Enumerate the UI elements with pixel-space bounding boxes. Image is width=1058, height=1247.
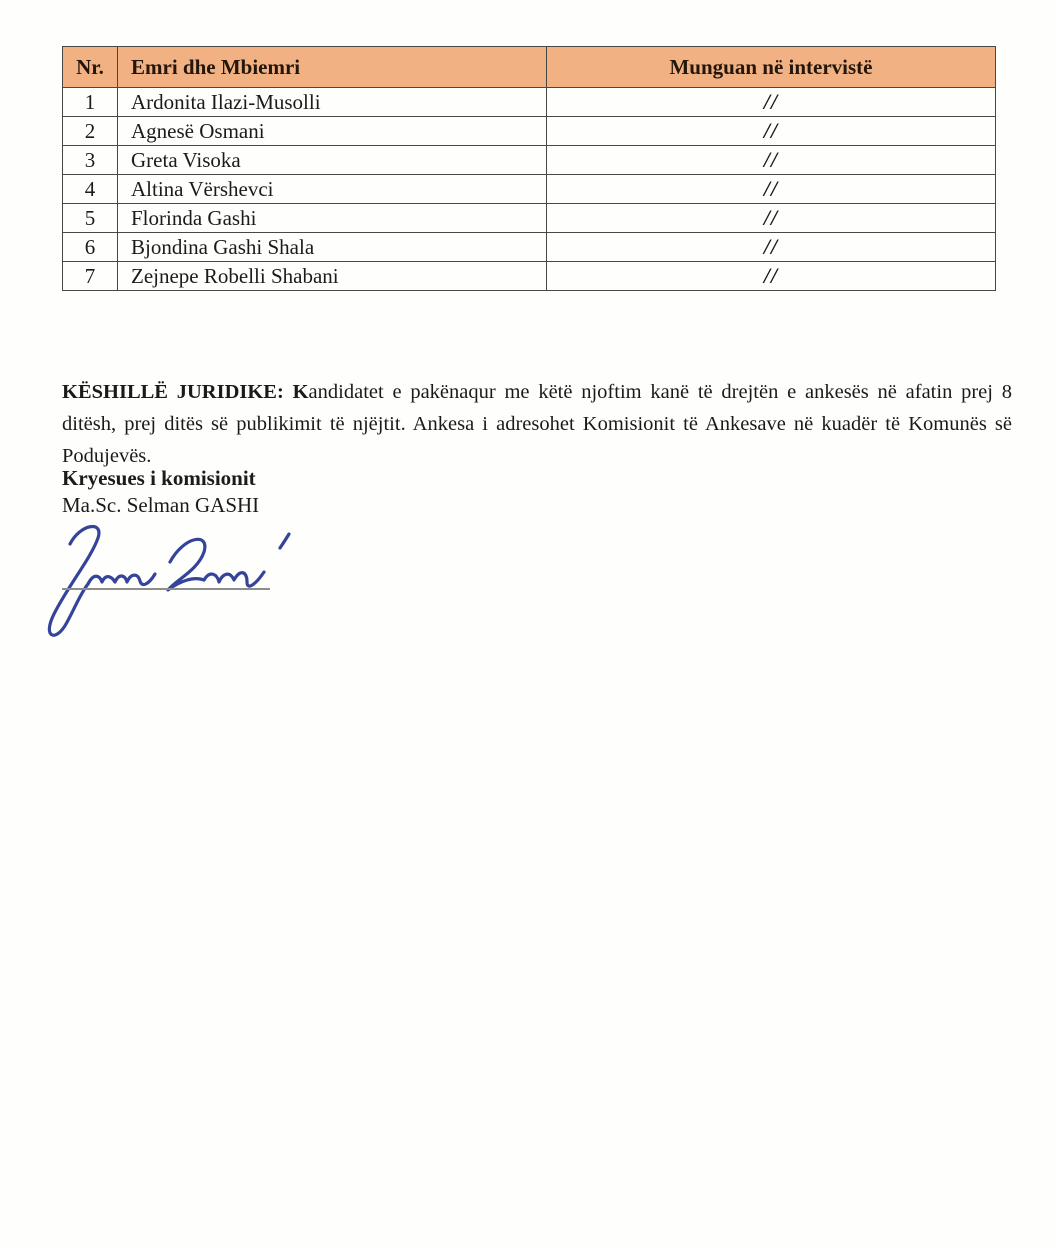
table-row — [63, 262, 996, 291]
row-number: 7 — [63, 262, 118, 291]
header-nr: Nr. — [63, 47, 118, 88]
candidate-name: Agnesë Osmani — [118, 117, 547, 146]
missed-mark: // — [547, 117, 996, 146]
row-number: 2 — [63, 117, 118, 146]
signer-title: Kryesues i komisionit — [62, 466, 256, 490]
table-row — [63, 175, 996, 204]
signature-ink-icon — [28, 518, 308, 648]
table-row — [63, 204, 996, 233]
legal-advice-paragraph — [62, 376, 1012, 472]
legal-advice-lead: KËSHILLË JURIDIKE: K — [62, 380, 309, 403]
missed-mark: // — [547, 88, 996, 117]
table-row — [63, 233, 996, 262]
missed-mark: // — [547, 204, 996, 233]
signature-underline — [62, 588, 270, 590]
row-number: 1 — [63, 88, 118, 117]
row-number: 5 — [63, 204, 118, 233]
row-number: 6 — [63, 233, 118, 262]
candidate-name: Greta Visoka — [118, 146, 547, 175]
signer-name: Ma.Sc. Selman GASHI — [62, 493, 260, 517]
table-row — [63, 88, 996, 117]
candidate-name: Ardonita Ilazi-Musolli — [118, 88, 547, 117]
missed-mark: // — [547, 233, 996, 262]
header-missed: Munguan në intervistë — [547, 47, 996, 88]
row-number: 3 — [63, 146, 118, 175]
missed-mark: // — [547, 262, 996, 291]
row-number: 4 — [63, 175, 118, 204]
table-row — [63, 117, 996, 146]
missed-mark: // — [547, 175, 996, 204]
handwritten-signature-image — [28, 518, 308, 648]
table-row — [63, 146, 996, 175]
candidate-name: Zejnepe Robelli Shabani — [118, 262, 547, 291]
candidate-name: Altina Vërshevci — [118, 175, 547, 204]
table-header-row — [63, 47, 996, 88]
header-name: Emri dhe Mbiemri — [118, 47, 547, 88]
legal-advice-body: andidatet e pakënaqur me këtë njoftim kanë të drejtën e ankesës në afatin prej 8 ditësh, prej ditës së publikimit të njëjtit. Ankesa i adresohet Komisionit të Ankesave në kuadër të Komunës së Podujevës. — [62, 380, 1013, 467]
candidate-name: Florinda Gashi — [118, 204, 547, 233]
candidate-name: Bjondina Gashi Shala — [118, 233, 547, 262]
interview-absence-table — [62, 46, 996, 291]
missed-mark: // — [547, 146, 996, 175]
